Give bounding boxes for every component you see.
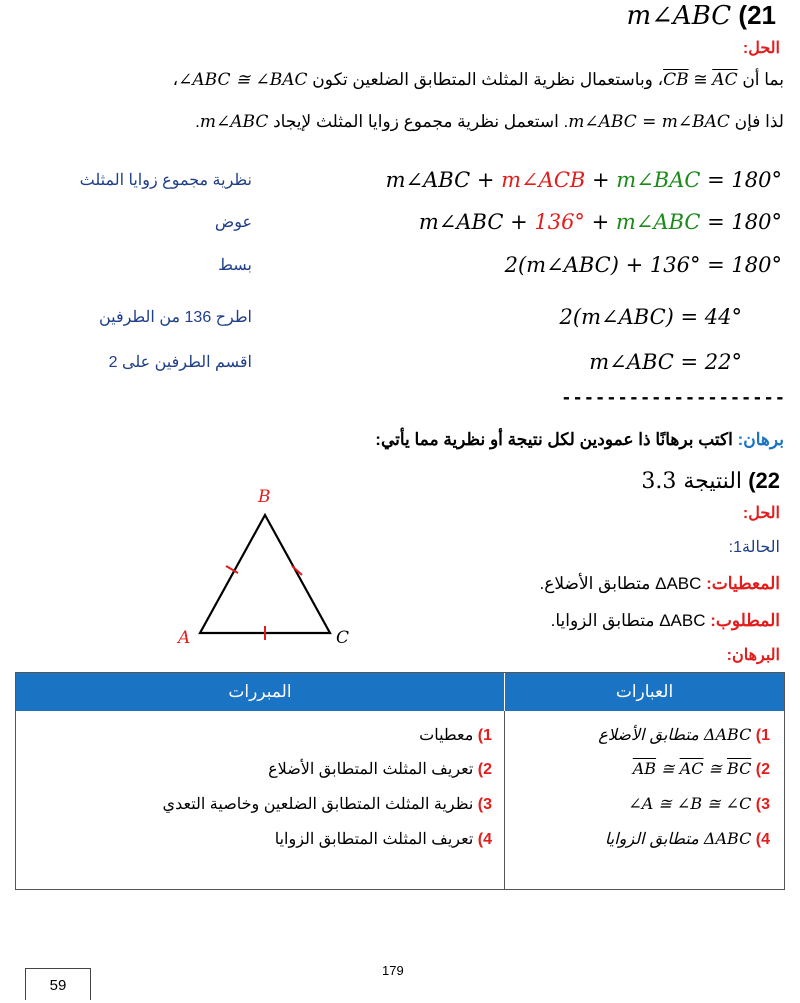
segment-ab: $\overline{AB}$ [632,759,657,778]
step-reason: اطرح 136 من الطرفين [98,309,252,326]
text-segment: لذا فإن [729,112,784,131]
question-21-expr: m∠ABC [626,1,732,31]
question-22-title [641,468,780,494]
reason-text: معطيات [419,727,474,744]
statement-text: $\overline{AB}$ ≅ $\overline{AC}$ ≅ $\overline{BC}$ [632,759,752,778]
page-number-box: 59 [25,968,91,1000]
eq-part: = 180° [700,210,782,234]
vertex-label-b: B [258,487,271,507]
text-segment: . استعمل نظرية مجموع زوايا المثلث لإيجاد [268,112,569,131]
row-number: 1) [755,727,770,744]
eq-part: = 180° [700,168,782,192]
question-22-number: 22) [748,468,780,493]
question-21-number: (21 [738,0,776,30]
row-number: 2) [477,761,492,778]
solution-label-22: الحل: [742,505,780,522]
row-number: 4) [755,831,770,848]
equilateral-triangle-figure [170,455,370,655]
segment-cb: $\overline{CB}$ [663,70,689,90]
step-row-1 [0,168,800,204]
triangle-shape [200,515,330,633]
statement-text: ∠A ≅ ∠B ≅ ∠C [628,794,752,813]
statement-text: ΔABC متطابق الأضلاع [598,725,752,744]
segment-bc: $\overline{BC}$ [727,759,752,778]
row-number: 3) [755,796,770,813]
paragraph-line-2 [195,112,784,132]
given-line [540,574,781,594]
eq-part: m∠ABC + [418,210,535,234]
step-row-4 [0,305,800,341]
step-equation [386,168,782,192]
angle-target: m∠ABC [199,112,269,132]
step-row-2 [0,210,800,246]
proof-heading [375,430,784,450]
eq-part-green: m∠BAC [616,168,701,192]
congruent-symbol: ≅ [688,70,713,89]
step-reason: بسط [218,257,252,274]
reason-text: تعريف المثلث المتطابق الأضلاع [268,761,474,778]
required-text: ΔABC متطابق الزوايا. [550,611,706,630]
vertex-label-c: C [336,628,350,648]
solution-label-21: الحل: [742,40,780,57]
eq-part-green: m∠ABC [615,210,701,234]
column-divider [504,711,505,889]
header-reasons: المبررات [16,673,505,711]
text-segment: . [195,112,200,131]
reason-2 [268,759,492,779]
step-reason: عوض [214,214,252,231]
question-22-text: النتيجة 3.3 [641,469,743,494]
required-label: المطلوب: [710,611,780,630]
reason-4 [275,829,492,849]
segment-ac: $\overline{AC}$ [679,759,704,778]
page-number-center: 179 [382,963,404,978]
statement-4 [605,829,770,849]
row-number: 1) [477,727,492,744]
statement-3 [628,794,770,814]
eq-part: + [584,210,616,234]
proof-label: البرهان: [726,647,780,664]
proof-heading-label: برهان: [737,430,784,449]
step-equation: 2(m∠ABC) + 136° = 180° [504,253,782,277]
text-segment: ، وباستعمال نظرية المثلث المتطابق الضلعين تكون [307,70,664,89]
text-segment: بما أن [737,70,784,89]
reason-1 [419,725,492,745]
segment-ac: $\overline{AC}$ [712,70,738,90]
reason-text: نظرية المثلث المتطابق الضلعين وخاصية التعدي [162,796,474,813]
question-21-title [626,0,776,31]
angle-equality: m∠ABC = m∠BAC [568,112,730,132]
eq-part-red: 136° [534,210,585,234]
eq-part-red: m∠ACB [501,168,586,192]
row-number: 3) [477,796,492,813]
given-text: ΔABC متطابق الأضلاع. [539,574,702,593]
header-statements: العبارات [505,673,784,711]
step-equation: 2(m∠ABC) = 44° [559,305,742,329]
step-row-3 [0,253,800,289]
step-row-5 [0,350,800,386]
eq-part: + [585,168,617,192]
statement-1 [598,725,770,745]
vertex-label-a: A [178,628,191,648]
given-label: المعطيات: [706,574,780,593]
angle-congruence: ∠ABC ≅ ∠BAC [178,70,308,90]
proof-table [15,672,785,890]
proof-heading-text: اكتب برهانًا ذا عمودين لكل نتيجة أو نظرية مما يأتي: [375,430,733,449]
step-equation [419,210,782,234]
statement-2 [633,759,770,779]
paragraph-line-1 [173,70,784,90]
separator-line: -------------------- [561,388,786,408]
required-line [551,611,780,631]
eq-part: m∠ABC + [385,168,502,192]
statement-text: ΔABC متطابق الزوايا [604,829,752,848]
step-reason: نظرية مجموع زوايا المثلث [79,172,252,189]
reason-text: تعريف المثلث المتطابق الزوايا [274,831,474,848]
text-segment: ، [172,70,179,89]
reason-3 [163,794,492,814]
row-number: 4) [477,831,492,848]
step-reason: اقسم الطرفين على 2 [108,354,252,371]
case-label: الحالة1: [728,539,780,556]
row-number: 2) [755,761,770,778]
step-equation: m∠ABC = 22° [589,350,742,374]
